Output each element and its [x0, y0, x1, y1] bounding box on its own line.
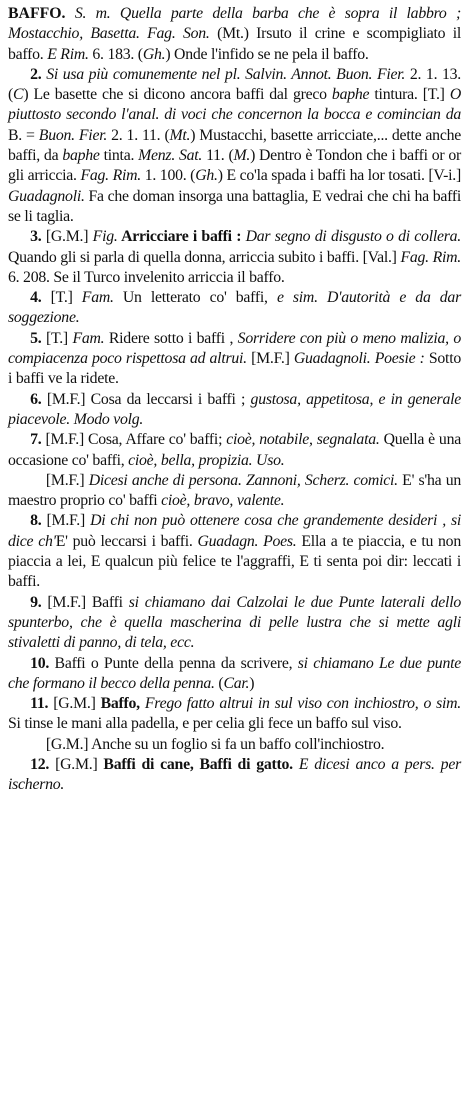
italic-text: Guadagnoli. Poesie :: [293, 350, 425, 368]
text-run: [M.F.] Baffi: [41, 593, 129, 611]
bold-text: 2.: [30, 65, 42, 83]
text-run: B. =: [8, 126, 39, 144]
italic-text: si chiamano dai Calzolai le due Punte laterali dello spunterbo, che è quella mascherina di pelle lustra che si mette agli stivaletti di panno, di tela, ecc.: [8, 593, 461, 652]
bold-text: Arricciare i baffi :: [117, 228, 242, 246]
italic-text: O piuttosto secondo l'anal. di voci che concernon la bocca e comincian da: [8, 86, 461, 124]
sense: [8, 694, 461, 735]
entry-definition: [8, 4, 461, 65]
sense: [8, 511, 461, 592]
italic-text: cioè, notabile, segnalata.: [226, 431, 380, 449]
text-run: 1. 100. (: [140, 167, 196, 185]
bold-text: 6.: [30, 390, 42, 408]
text-run: 11. (: [202, 147, 234, 165]
text-run: [M.F.] Cosa da leccarsi i baffi ;: [41, 390, 251, 408]
italic-text: Si usa più comunemente nel pl. Salvin. Annot. Buon. Fier.: [41, 65, 406, 83]
italic-text: gustosa, appetitosa, e in generale piacevole. Modo volg.: [8, 390, 461, 428]
sense: [8, 430, 461, 471]
text-run: [G.M.]: [48, 695, 101, 713]
text-run: 2. 1. 13. (: [8, 65, 461, 104]
sub-sense: [8, 471, 461, 512]
sense: [8, 390, 461, 431]
text-run: [G.M.] Anche su un foglio si fa un baffo coll'inchiostro.: [45, 735, 385, 753]
italic-text: Gh.: [142, 45, 166, 63]
italic-text: cioè, bella, propizia. Uso.: [128, 451, 285, 469]
text-run: [M.F.]: [246, 350, 294, 368]
sense: [8, 65, 461, 227]
italic-text: cioè, bravo, valente.: [161, 492, 285, 510]
italic-text: Fag. Rim.: [400, 248, 461, 266]
text-run: Fa che doman insorga una battaglia, E vedrai che chi ha baffi se li taglia.: [8, 187, 461, 225]
sense: [8, 654, 461, 695]
italic-text: Quella parte della barba che è sopra il labbro ; Mostacchio, Basetta. Fag. Son.: [8, 5, 461, 43]
italic-text: E dicesi anco a pers. per ischerno.: [8, 755, 461, 794]
italic-text: si chiamano Le due punte che formano il becco della penna.: [8, 654, 461, 692]
sub-sense: [8, 735, 461, 755]
italic-text: Dicesi anche di persona. Zannoni, Scherz. comici.: [88, 471, 398, 489]
text-run: ) Onde l'infido se ne pela il baffo.: [165, 45, 369, 63]
italic-text: baphe: [62, 147, 100, 165]
italic-text: Fag. Rim.: [80, 167, 141, 185]
text-run: (Mt.) Irsuto il crine e scompigliato il baffo.: [8, 25, 462, 63]
text-run: ) E co'la spada i baffi ha lor tosati. [V-i.]: [217, 167, 461, 185]
text-run: (: [214, 674, 224, 692]
italic-text: Guadagnoli.: [8, 187, 85, 205]
text-run: ) Dentro è Tondon che i baffi or or gli arriccia.: [8, 147, 461, 185]
italic-text: M.: [233, 147, 251, 165]
bold-text: 5.: [30, 329, 42, 347]
italic-text: e sim. D'autorità e da dar soggezione.: [8, 289, 461, 327]
text-run: Un letterato co' baffi,: [113, 289, 277, 307]
text-run: ) Le basette che si dicono ancora baffi dal greco: [23, 86, 332, 104]
bold-text: Baffi di cane, Baffi di gatto.: [103, 755, 293, 773]
text-run: E' s'ha un maestro proprio co' baffi: [8, 471, 461, 510]
italic-text: Guadagn. Poes.: [197, 532, 297, 550]
italic-text: E Rim.: [47, 45, 89, 63]
text-run: [M.F.] Cosa, Affare co' baffi;: [41, 431, 227, 449]
text-run: [M.F.]: [45, 471, 89, 489]
sense: [8, 593, 461, 654]
bold-text: 12.: [30, 755, 50, 773]
text-run: ): [249, 674, 255, 692]
italic-text: Dar segno di disgusto o di collera.: [241, 228, 461, 246]
bold-text: 4.: [30, 289, 42, 307]
text-run: Quando gli si parla di quella donna, arriccia subito i baffi. [Val.]: [8, 248, 401, 266]
sense: [8, 227, 461, 288]
text-run: [G.M.]: [41, 228, 93, 246]
text-run: Ridere sotto i baffi ,: [104, 329, 238, 347]
italic-text: Frego fatto altrui in sul viso con inchiostro, o sim.: [139, 695, 461, 713]
text-run: 2. 1. 11. (: [107, 126, 170, 144]
text-run: E' può leccarsi i baffi.: [55, 532, 198, 550]
italic-text: Fam.: [72, 329, 105, 347]
italic-text: Mt.: [169, 126, 191, 144]
sense: [8, 329, 461, 390]
bold-text: 10.: [30, 654, 50, 672]
bold-text: Baffo,: [100, 695, 140, 713]
text-run: [T.]: [41, 329, 73, 347]
italic-text: Buon. Fier.: [38, 126, 108, 144]
text-run: ) Mustacchi, basette arricciate,... dette anche baffi, da: [8, 126, 462, 165]
grammatical-category: S. m.: [65, 5, 111, 22]
italic-text: Fam.: [81, 289, 114, 307]
bold-text: 8.: [30, 512, 42, 530]
italic-text: Gh.: [195, 167, 218, 185]
italic-text: C: [13, 86, 24, 104]
italic-text: Car.: [223, 674, 250, 692]
bold-text: 11.: [30, 695, 49, 713]
italic-text: Di chi non può ottenere cosa che grandemente desideri , si dice ch': [8, 512, 462, 550]
italic-text: baphe: [331, 86, 370, 104]
text-run: Ella a te piaccia, e tu non piaccia a lei, E qualcun più felice te l'aggraffi, E ti senta poi dir: leccati i baffi.: [8, 532, 461, 591]
text-run: [G.M.]: [49, 755, 104, 773]
bold-text: 3.: [30, 228, 42, 246]
text-run: Quella è una occasione co' baffi,: [8, 431, 461, 469]
italic-text: Sorridere con più o meno malizia, o compiacenza poco rispettosa ad altrui.: [8, 329, 461, 368]
text-run: tinta.: [99, 147, 139, 165]
senses-list: [8, 65, 461, 796]
sense: [8, 755, 461, 796]
bold-text: 7.: [30, 431, 42, 449]
text-run: Baffi o Punte della penna da scrivere,: [49, 654, 298, 672]
text-run: [M.F.]: [41, 512, 91, 530]
sense: [8, 288, 461, 329]
italic-text: Fig.: [92, 228, 118, 246]
bold-text: 9.: [30, 593, 42, 611]
text-run: tintura. [T.]: [369, 86, 450, 104]
text-run: [T.]: [41, 289, 82, 307]
italic-text: Menz. Sat.: [138, 147, 203, 165]
text-run: 6. 183. (: [88, 45, 143, 63]
text-run: Sotto i baffi ve la ridete.: [8, 350, 461, 388]
text-run: 6. 208. Se il Turco invelenito arriccia il baffo.: [8, 268, 285, 286]
headword: BAFFO.: [8, 5, 66, 22]
text-run: Si tinse le mani alla padella, e per celia gli fece un baffo sul viso.: [8, 715, 402, 733]
